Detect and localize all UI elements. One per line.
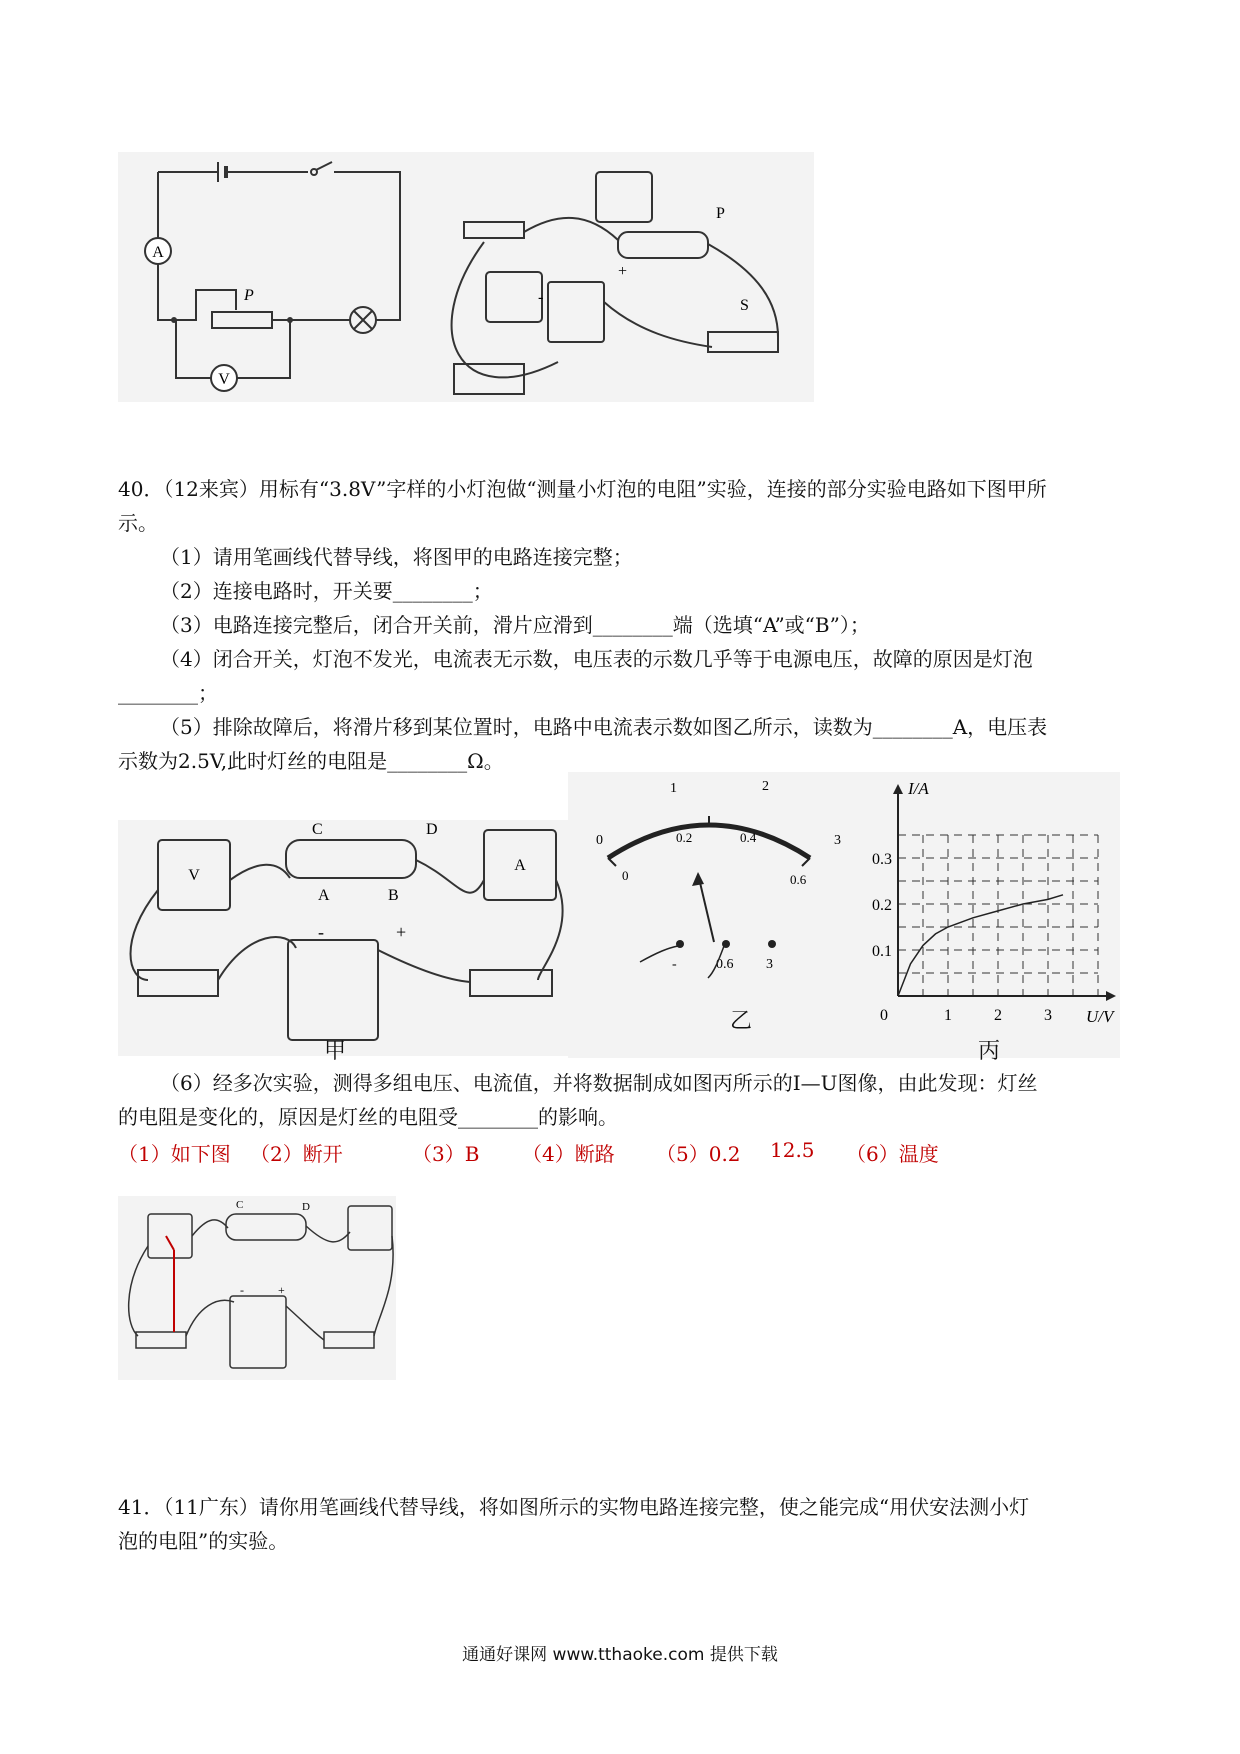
battery-minus-label: - [538,289,544,306]
q40-step-6b: 的电阻是变化的，原因是灯丝的电阻受________的影响。 [118,1105,618,1129]
q41-line2: 泡的电阻”的实验。 [118,1529,289,1553]
jia-plus-label: + [396,922,407,942]
top-circuit-svg [118,152,814,402]
dial-bottom-tick-0: 0 [622,868,629,883]
answer-1: （1）如下图 [118,1142,231,1166]
dial-top-tick-2: 2 [762,779,769,794]
jia-c-label: C [312,821,323,838]
answer-5: （5）0.2 [656,1142,741,1166]
q40-step-5a: （5）排除故障后，将滑片移到某位置时，电路中电流表示数如图乙所示，读数为________A，电压表 [160,715,1048,739]
q40-step-2: （2）连接电路时，开关要________； [160,579,493,603]
terminal-3: 3 [766,957,773,972]
q40-step-4b: ________； [118,681,218,705]
dial-top-tick-1: 1 [670,781,677,796]
caption-jia: 甲 [324,1039,347,1064]
ans-minus-label: - [240,1283,244,1297]
iu-chart-svg [850,772,1120,1058]
ammeter-dial-svg [568,772,850,1058]
x-axis-label: U/V [1086,1007,1114,1026]
figure-jia-svg [118,820,568,1056]
caption-yi: 乙 [730,1009,753,1034]
page-footer: 通通好课网 www.tthaoke.com 提供下载 [462,1645,778,1665]
q40-step-4a: （4）闭合开关，灯泡不发光，电流表无示数，电压表的示数几乎等于电源电压，故障的原因是灯泡 [160,647,1033,671]
y-axis-label: I/A [908,779,929,798]
jia-a-label: A [318,887,330,904]
q40-step-5b: 示数为2.5V,此时灯丝的电阻是________Ω。 [118,749,504,773]
answer-2: （2）断开 [250,1142,343,1166]
q40-intro-line2: 示。 [118,511,158,535]
answer-4: （4）断路 [522,1142,615,1166]
figure-yi [568,772,850,1058]
y-tick-3: 0.3 [872,851,892,868]
answer-circuit-svg [118,1196,396,1380]
x-tick-0: 0 [880,1007,888,1024]
ans-c-label: C [236,1199,244,1211]
x-tick-1: 1 [944,1007,952,1024]
ans-plus-label: + [278,1283,285,1297]
top-circuit-figure [118,152,814,402]
q40-step-6a: （6）经多次实验，测得多组电压、电流值，并将数据制成如图丙所示的I—U图像，由此发现：灯丝 [160,1071,1038,1095]
q40-step-1: （1）请用笔画线代替导线，将图甲的电路连接完整； [160,545,633,569]
answer-line [118,1138,1018,1168]
y-tick-2: 0.2 [872,897,892,914]
answer-3: （3）B [412,1142,480,1166]
dial-top-tick-0: 0 [596,833,603,848]
jia-ammeter-label: A [514,857,526,874]
terminal-06: 0.6 [716,957,734,972]
x-tick-3: 3 [1044,1007,1052,1024]
battery-plus-label: + [618,263,628,280]
jia-minus-label: - [318,922,324,942]
jia-b-label: B [388,887,399,904]
caption-bing: 丙 [978,1039,1001,1064]
dial-top-tick-3: 3 [834,833,841,848]
x-tick-2: 2 [994,1007,1002,1024]
q40-step-3: （3）电路连接完整后，闭合开关前，滑片应滑到________端（选填“A”或“B”）； [160,613,870,637]
dial-bottom-tick-3: 0.6 [790,872,807,887]
jia-voltmeter-label: V [188,867,200,884]
dial-bottom-tick-2: 0.4 [740,830,757,845]
answer-circuit-figure [118,1196,396,1380]
voltmeter-label: V [218,371,230,388]
q40-intro-line1: 40．（12来宾）用标有“3.8V”字样的小灯泡做“测量小灯泡的电阻”实验，连接的部分实验电路如下图甲所 [118,477,1047,501]
figure-bing [850,772,1120,1058]
jia-d-label: D [426,821,438,838]
rheostat-p-label: P [716,205,725,222]
figure-jia [118,820,568,1056]
ammeter-label: A [152,244,164,261]
slider-p-label: P [244,287,254,304]
answer-6: （6）温度 [846,1142,939,1166]
switch-s-label: S [740,297,749,314]
ans-d-label: D [302,1201,310,1213]
terminal-minus: - [672,957,677,972]
dial-bottom-tick-1: 0.2 [676,830,693,845]
q41-line1: 41．（11广东）请你用笔画线代替导线，将如图所示的实物电路连接完整，使之能完成“用伏安法测小灯 [118,1495,1030,1519]
y-tick-1: 0.1 [872,943,892,960]
answer-5-resistance: 12.5 [770,1138,815,1162]
